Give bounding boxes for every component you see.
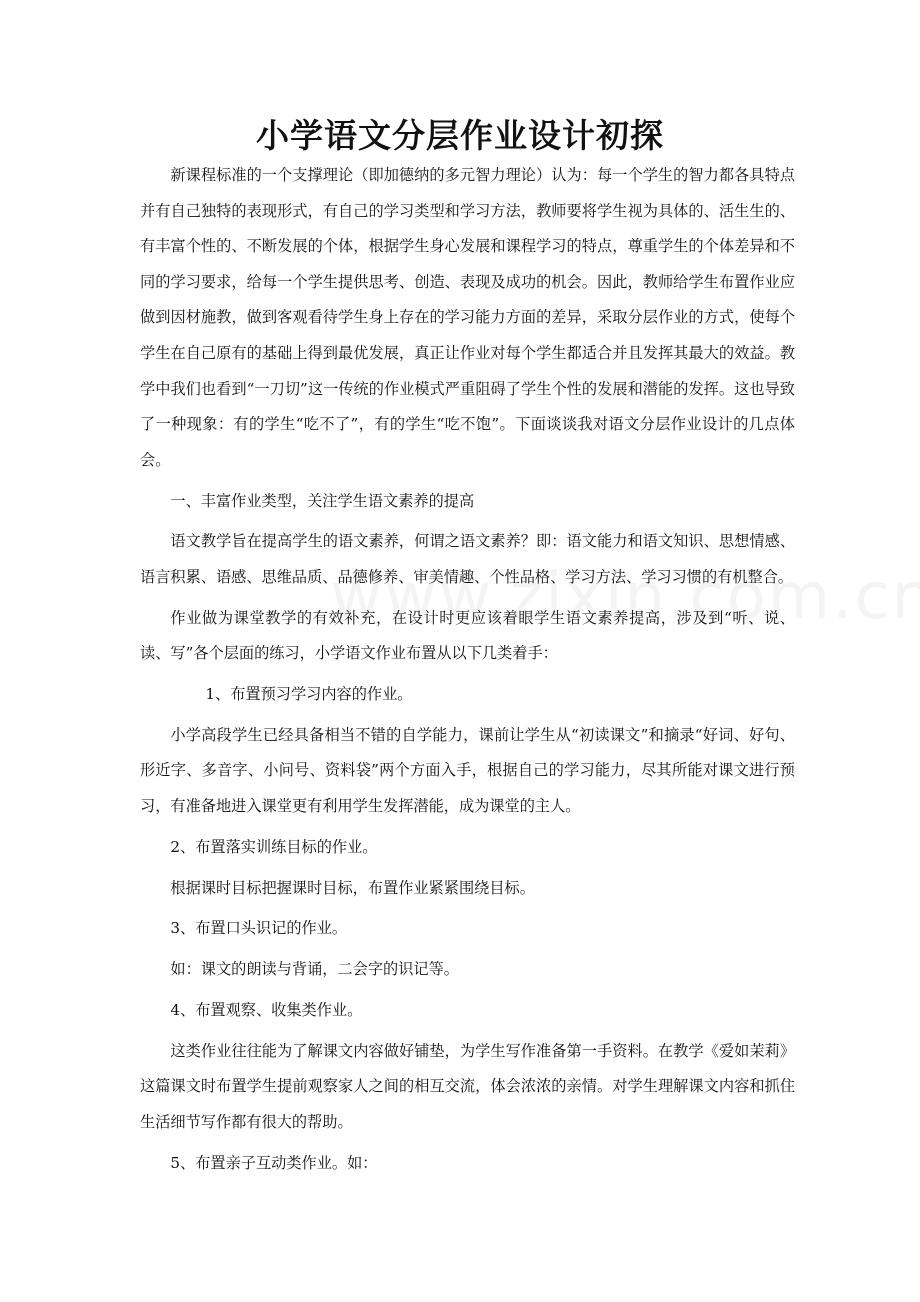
list-item-heading: 5、布置亲子互动类作业。如： [170,1153,378,1172]
paragraph: 这类作业往往能为了解课文内容做好铺垫，为学生写作准备第一手资料。在教学《爱如茉莉》这篇课文时布置学生提前观察家人之间的相互交流，体会浓浓的亲情。对学生理解课文内容和抓住生活细节写作都有很大的帮助。 [140,1041,795,1131]
list-item-heading: 3、布置口头识记的作业。 [170,919,348,938]
paragraph: 小学高段学生已经具备相当不错的自学能力，课前让学生从“初读课文”和摘录“好词、好句、形近字、多音字、小问号、资料袋”两个方面入手，根据自己的学习能力，尽其所能对课文进行预习，有准备地进入课堂更有利用学生发挥潜能，成为课堂的主人。 [140,725,795,816]
paragraph: 根据课时目标把握课时目标，布置作业紧紧围绕目标。 [170,878,535,897]
list-item-heading: 2、布置落实训练目标的作业。 [170,837,378,856]
list-item-heading: 4、布置观察、收集类作业。 [170,1000,363,1019]
document-title: 小学语文分层作业设计初探 [256,116,664,155]
paragraph: 作业做为课堂教学的有效补充，在设计时更应该着眼学生语文素养提高，涉及到“听、说、读、写”各个层面的练习，小学语文作业布置从以下几类着手： [140,608,795,663]
paragraph: 语文教学旨在提高学生的语文素养，何谓之语文素养？即：语文能力和语文知识、思想情感、语言积累、语感、思维品质、品德修养、审美情趣、个性品格、学习方法、学习习惯的有机整合。 [140,532,795,586]
document-body [140,158,795,1186]
section-heading-1: 一、丰富作业类型，关注学生语文素养的提高 [170,491,475,510]
list-item-heading: 1、布置预习学习内容的作业。 [205,685,413,704]
paragraph: 如：课文的朗读与背诵，二会字的识记等。 [170,960,459,979]
paragraph-intro: 新课程标准的一个支撑理论（即加德纳的多元智力理论）认为：每一个学生的智力都各具特点并有自己独特的表现形式，有自己的学习类型和学习方法，教师要将学生视为具体的、活生生的、有丰富个性的、不断发展的个体，根据学生身心发展和课程学习的特点，尊重学生的个体差异和不同的学习要求，给每一个学生提供思考、创造、表现及成功的机会。因此，教师给学生布置作业应做到因材施教，做到客观看待学生身上存在的学习能力方面的差异，采取分层作业的方式，使每个学生在自己原有的基础上得到最优发展，真正让作业对每个学生都适合并且发挥其最大的效益。教学中我们也看到“一刀切”这一传统的作业模式严重阻碍了学生个性的发展和潜能的发挥。这也导致了一种现象：有的学生“吃不了”，有的学生“吃不饱”。下面谈谈我对语文分层作业设计的几点体会。 [140,166,795,469]
